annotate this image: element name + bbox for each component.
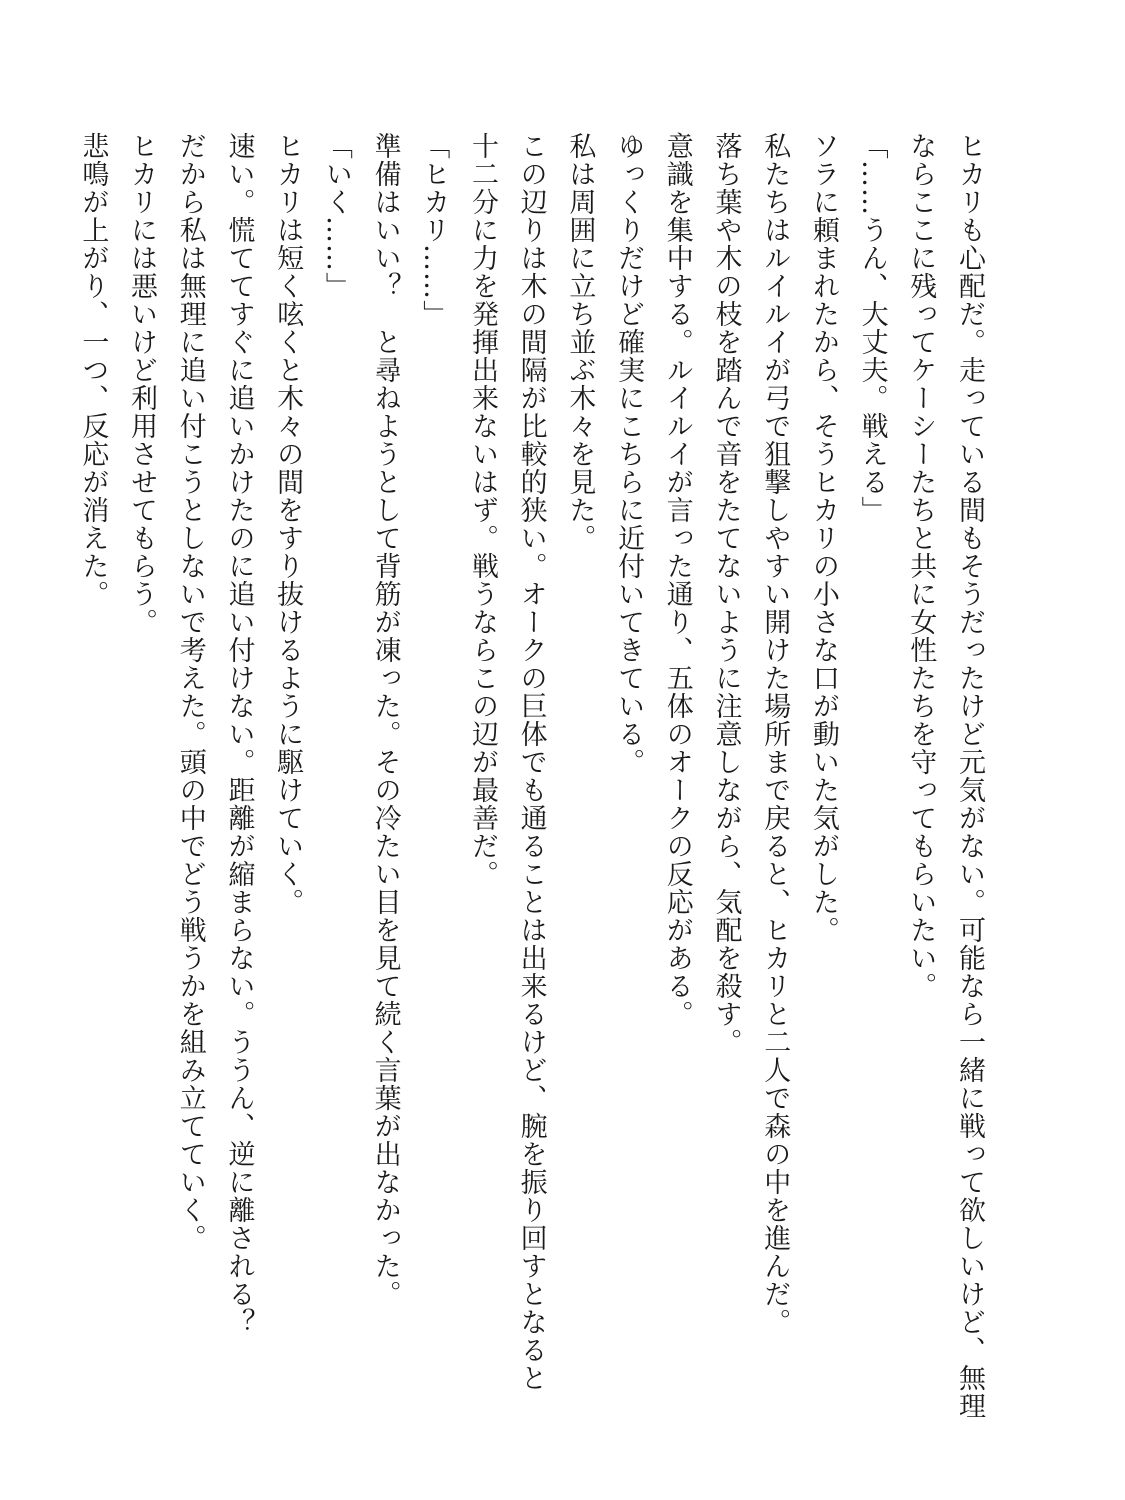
- text-line: ソラに頼まれたから、そうヒカリの小さな口が動いた気がした。: [807, 132, 839, 944]
- text-line: ヒカリも心配だ。走っている間もそうだったけど元気がない。可能なら一緒に戦って欲しいけど、無理: [954, 132, 985, 1420]
- text-line: ゆっくりだけど確実にこちらに近付いてきている。: [613, 132, 645, 776]
- text-line: ならここに残ってケーシーたちと共に女性たちを守ってもらいたい。: [905, 132, 937, 1000]
- text-line: ヒカリは短く呟くと木々の間をすり抜けるように駆けていく。: [272, 132, 304, 916]
- vertical-text-body: [68, 132, 993, 1420]
- text-line: 速い。慌ててすぐに追いかけたのに追い付けない。距離が縮まらない。ううん、逆に離される？: [223, 132, 255, 1336]
- text-line: 意識を集中する。ルイルイが言った通り、五体のオークの反応がある。: [661, 132, 693, 1028]
- text-line: 私は周囲に立ち並ぶ木々を見た。: [564, 132, 596, 552]
- text-line: だから私は無理に追い付こうとしないで考えた。頭の中でどう戦うかを組み立てていく。: [174, 132, 206, 1252]
- text-line: ヒカリには悪いけど利用させてもらう。: [126, 132, 158, 636]
- text-line: 「ヒカリ……」: [418, 132, 450, 328]
- text-line: 準備はいい？ と尋ねようとして背筋が凍った。その冷たい目を見て続く言葉が出なかった。: [369, 132, 401, 1308]
- text-line: 「……うん、大丈夫。戦える」: [856, 132, 888, 524]
- text-line: この辺りは木の間隔が比較的狭い。オークの巨体でも通ることは出来るけど、腕を振り回すとなると: [515, 132, 547, 1392]
- text-line: 「いく……」: [320, 132, 352, 300]
- text-line: 悲鳴が上がり、一つ、反応が消えた。: [77, 132, 109, 608]
- text-line: 私たちはルイルイが弓で狙撃しやすい開けた場所まで戻ると、ヒカリと二人で森の中を進んだ。: [759, 132, 791, 1336]
- text-line: 十二分に力を発揮出来ないはず。戦うならこの辺が最善だ。: [466, 132, 498, 888]
- text-line: 落ち葉や木の枝を踏んで音をたてないように注意しながら、気配を殺す。: [710, 132, 742, 1056]
